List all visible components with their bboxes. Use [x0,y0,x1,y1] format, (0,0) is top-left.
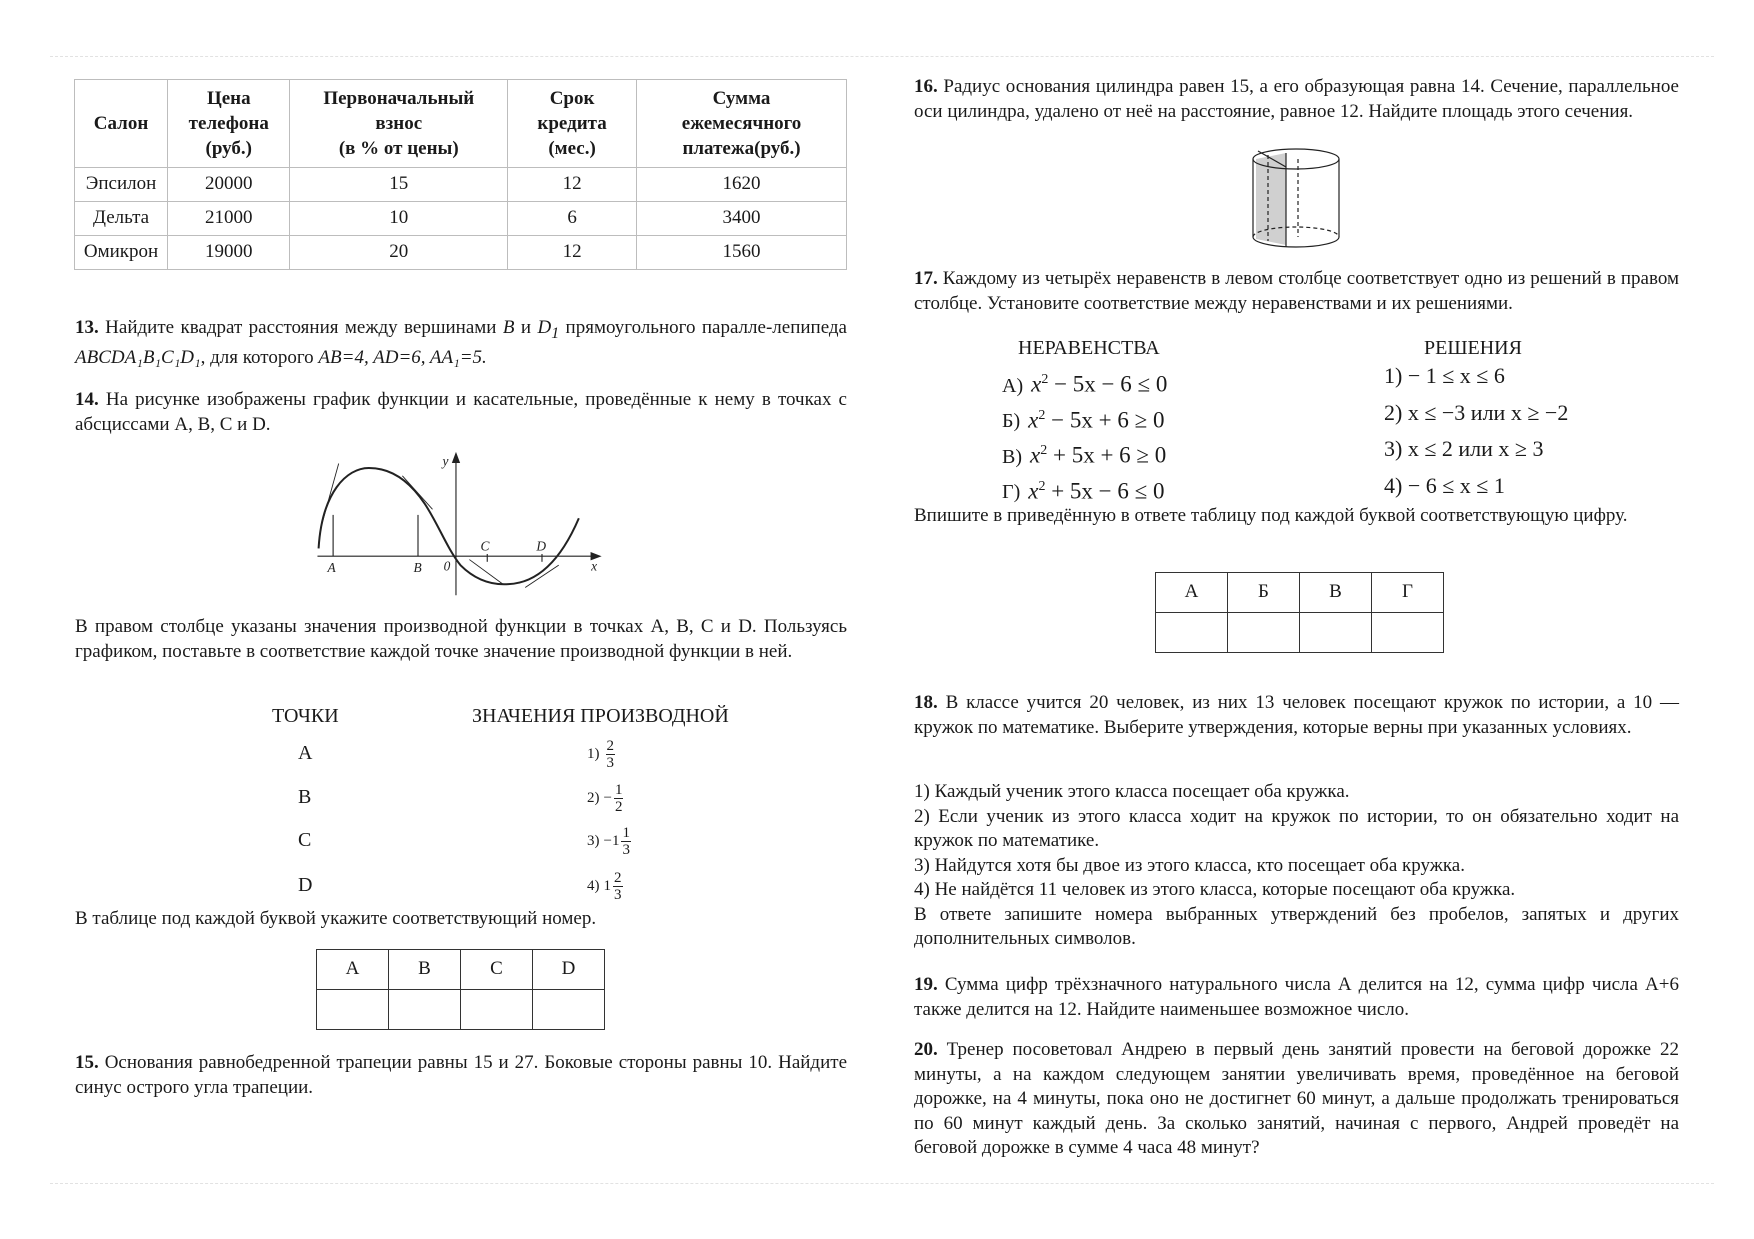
question-13 [75,316,847,371]
point-label: A [298,742,313,764]
denominator: 3 [622,841,630,858]
header-line: (мес.) [548,138,596,159]
answer-header-cell: C [461,950,533,990]
table-cell: 3400 [637,202,847,236]
solution: 1) − 1 ≤ x ≤ 6 [1384,363,1505,388]
option-whole: 1 [611,832,620,849]
question-text: Тренер посоветовал Андрею в первый день занятий провести на беговой дорожке 22 минуты, а на каждом следующем занятии увеличивать время, проведённое на беговой дорожке, на 4 минуты, пока оно не достигнет 60 минут, а дальше продолжать тренироваться по 60 минут каждый день. За сколько занятий, начиная с первого, Андрей проведёт на беговой дорожке в сумме 4 часа 48 минут? [914,1039,1679,1158]
table-cell: 20000 [168,168,290,202]
solution: 2) x ≤ −3 или x ≥ −2 [1384,399,1569,425]
answer-header-cell: B [389,950,461,990]
question-text: Радиус основания цилиндра равен 15, а его образующая равна 14. Сечение, параллельное оси цилиндра, удалено от неё на расстояние, равное 12. Найдите площадь этого сечения. [914,76,1679,122]
inequality-expression: − 5x − 6 ≤ 0 [1048,371,1168,397]
tangent-a [322,464,339,524]
variable: x [1031,371,1042,397]
answer-header-cell: Б [1228,573,1300,613]
label-a: A [327,559,336,575]
point-label: D [298,874,313,896]
denominator: 3 [614,886,622,903]
inequality-expression: − 5x + 6 ≥ 0 [1045,407,1165,433]
question-16 [914,75,1679,124]
function-graph [313,450,609,601]
question-17-answer-instruction: Впишите в приведённую в ответе таблицу под каждой буквой соответствующую цифру. [914,505,1628,526]
derivative-option [587,861,623,911]
statements-list [914,780,1679,952]
question-19 [914,973,1679,1022]
answer-input-cell[interactable] [317,990,389,1030]
table-header-cell [637,80,847,168]
answer-input-cell[interactable] [1156,613,1228,653]
label-y: y [442,453,449,469]
question-number: 13. [75,317,99,338]
denominator: 3 [606,754,614,771]
table-header-cell [168,80,290,168]
answer-table-14 [316,949,605,1030]
fraction [621,825,631,858]
fraction [606,738,616,771]
answer-table-17 [1155,572,1444,653]
header-line: Салон [93,113,149,134]
table-row [75,202,847,236]
question-number: 14. [75,389,99,410]
header-line: (в % от цены) [338,138,459,159]
cylinder-figure [1248,145,1344,251]
point-label: B [298,786,312,808]
option-number: 3) [587,832,600,849]
answer-header-cell: A [317,950,389,990]
table-header-row [75,80,847,168]
option-number: 1) [587,745,600,762]
table-cell: 19000 [168,236,290,270]
page-edge-top [50,56,1714,57]
inequality-label: Б) [1002,410,1021,433]
question-18-answer-instruction: В ответе запишите номера выбранных утверждений без пробелов, запятых и других дополнительных символов. [914,903,1679,949]
statement: 3) Найдутся хотя бы двое из этого класса, кто посещает оба кружка. [914,854,1465,876]
question-number: 18. [914,692,938,713]
statement: 4) Не найдётся 11 человек из этого класса, которые посещают оба кружка. [914,879,1516,900]
table-row [75,236,847,270]
fraction [614,782,624,815]
tangent-d [525,565,559,587]
solution: 4) − 6 ≤ x ≤ 1 [1384,472,1505,498]
table-cell: 10 [290,202,508,236]
option-number: 2) [587,789,600,806]
table-cell: 12 [508,168,637,202]
question-text: В классе учится 20 человек, из них 13 человек посещают кружок по истории, а 10 — кружок по математике. Выберите утверждения, которые верны при указанных условиях. [914,692,1679,738]
exponent: 2 [1038,478,1046,494]
variable: x [1030,442,1041,468]
answer-input-cell[interactable] [1300,613,1372,653]
question-18 [914,691,1679,740]
header-line: Цена [206,88,251,109]
option-number: 4) [587,877,600,894]
table-cell: Дельта [75,202,168,236]
table-row [75,168,847,202]
header-line: взнос [375,113,423,134]
point-label: C [298,829,312,851]
vertex-b: B [502,317,515,338]
column-header-solutions: РЕШЕНИЯ [1424,337,1522,359]
header-line: Сумма [712,88,771,109]
header-line: (руб.) [205,138,253,159]
label-c: C [480,538,490,554]
question-14-answer-instruction: В таблице под каждой буквой укажите соответствующий номер. [75,908,597,929]
variable: x [1028,407,1039,433]
answer-header-cell: В [1300,573,1372,613]
derivative-option [587,816,631,866]
answer-input-cell[interactable] [389,990,461,1030]
question-20 [914,1038,1679,1161]
header-line: Первоначальный [323,88,475,109]
vertex-d1: D [537,317,552,338]
question-text: прямоугольного паралле-лепипеда [559,317,847,338]
tangent-b [402,476,432,510]
column-header-inequalities: НЕРАВЕНСТВА [1018,337,1160,359]
conjunction: и [514,317,538,338]
page-edge-bottom [50,1183,1714,1184]
exponent: 2 [1041,372,1049,387]
table-cell: 15 [290,168,508,202]
label-d: D [536,538,547,554]
statement: 1) Каждый ученик этого класса посещает оба кружка. [914,781,1350,802]
question-text: На рисунке изображены график функции и касательные, проведённые к нему в точках с абсциссами A, B, C и D. [75,389,847,435]
table-header-cell [75,80,168,168]
table-header-cell [508,80,637,168]
inequality-label: Г) [1002,481,1021,504]
table-cell: Эпсилон [75,168,168,202]
inequality-label: В) [1002,445,1022,468]
option-sign: − [603,832,612,849]
question-number: 15. [75,1052,99,1073]
question-text: , для которого [200,347,319,369]
table-cell: 12 [508,236,637,270]
option-sign: − [603,789,612,806]
inequality-label: А) [1002,374,1024,397]
denominator: 2 [614,798,623,815]
derivative-option [587,729,615,779]
question-text: Каждому из четырёх неравенств в левом столбце соответствует одно из решений в правом столбце. Установите соответствие между неравенствами и их решениями. [914,268,1679,314]
table-header-cell [290,80,508,168]
y-axis-arrow [453,453,460,462]
header-line: телефона [188,113,269,134]
option-whole: 1 [603,877,611,894]
question-text: Найдите квадрат расстояния между вершинами [98,317,503,338]
question-number: 17. [914,268,938,289]
question-14 [75,388,847,437]
conditions: AB=4, AD=6, AA₁=5. [318,347,487,369]
question-text: Сумма цифр трёхзначного натурального числа А делится на 12, сумма цифр числа А+6 также делится на 12. Найдите наименьшее возможное число. [914,974,1679,1020]
question-14-instructions: В правом столбце указаны значения производной функции в точках A, B, C и D. Пользуясь графиком, поставьте в соответствие каждой точке значение производной функции в ней. [75,616,847,662]
header-line: кредита [537,113,607,134]
question-15 [75,1051,847,1100]
table-cell: Омикрон [75,236,168,270]
header-line: платежа(руб.) [682,138,801,159]
answer-input-cell[interactable] [461,990,533,1030]
fraction [613,870,623,903]
column-header-values: ЗНАЧЕНИЯ ПРОИЗВОДНОЙ [472,705,729,727]
exponent: 2 [1040,443,1048,458]
inequality-expression: + 5x + 6 ≥ 0 [1047,442,1167,468]
inequality-expression: + 5x − 6 ≤ 0 [1045,478,1165,504]
question-17 [914,267,1679,316]
table-cell: 1560 [637,236,847,270]
answer-header-cell: Г [1372,573,1444,613]
answer-input-cell[interactable] [1228,613,1300,653]
question-number: 19. [914,974,938,995]
header-line: ежемесячного [681,113,802,134]
exponent: 2 [1038,407,1046,423]
numerator: 1 [622,824,630,841]
question-number: 20. [914,1039,938,1060]
subscript: 1 [551,324,560,342]
column-header-points: ТОЧКИ [272,705,339,727]
variable: x [1028,478,1039,504]
answer-header-cell: А [1156,573,1228,613]
credit-table [74,79,847,270]
header-line: Срок [549,88,595,109]
question-text: Основания равнобедренной трапеции равны 15 и 27. Боковые стороны равны 10. Найдите синус острого угла трапеции. [75,1052,847,1098]
label-x: x [591,558,598,574]
table-cell: 20 [290,236,508,270]
numerator: 2 [614,869,622,886]
table-cell: 21000 [168,202,290,236]
answer-input-cell[interactable] [533,990,605,1030]
table-cell: 1620 [637,168,847,202]
numerator: 2 [606,737,614,754]
answer-header-cell: D [533,950,605,990]
solution: 3) x ≤ 2 или x ≥ 3 [1384,436,1544,461]
answer-input-cell[interactable] [1372,613,1444,653]
figure-name: ABCDA₁B₁C₁D₁ [75,347,201,369]
question-number: 16. [914,76,938,97]
label-b: B [413,559,422,575]
label-origin: 0 [443,558,451,574]
numerator: 1 [614,781,623,798]
table-cell: 6 [508,202,637,236]
statement: 2) Если ученик из этого класса ходит на кружок по истории, то он обязательно ходит на кружок по математике. [914,805,1679,851]
